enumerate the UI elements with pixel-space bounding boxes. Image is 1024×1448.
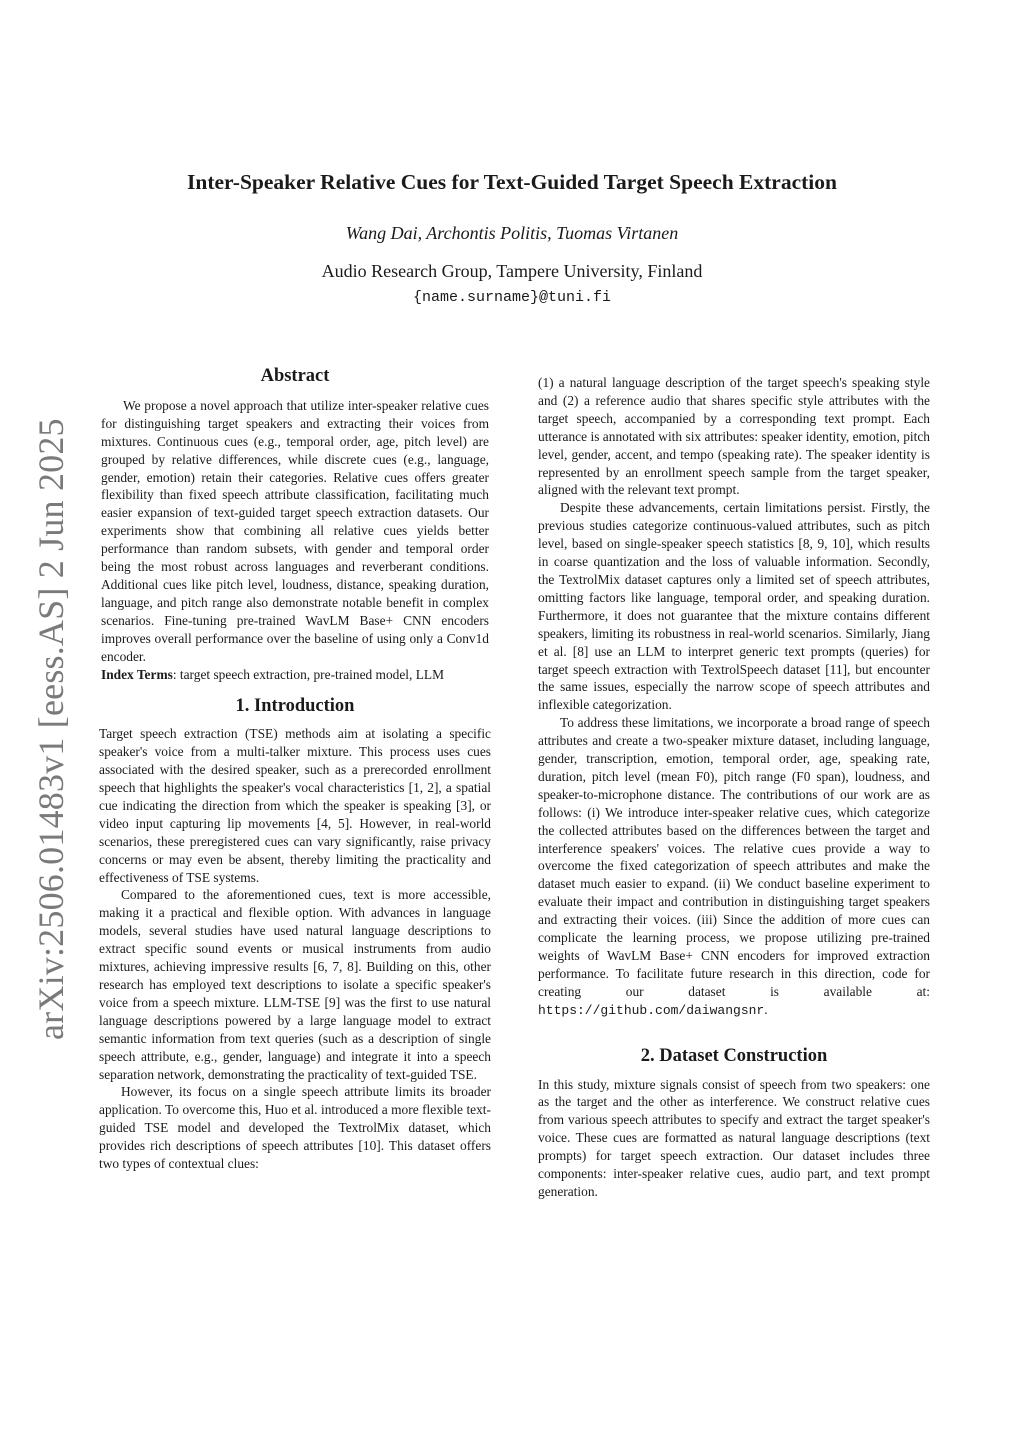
intro-paragraph-5: Despite these advancements, certain limitations persist. Firstly, the previous studies categorize continuous-valued attributes, such as pitch level, based on single-speaker speech statistics [8, 9, 10], which results in coarse quantization and the loss of valuable information. Secondly, the TextrolMix dataset captures only a limited set of speech attributes, omitting factors like language, temporal order, and speaking duration. Furthermore, it does not guarantee that the mixture contains different speakers, limiting its robustness in real-world scenarios. Similarly, Jiang et al. [8] use an LLM to interpret generic text prompts (queries) for target speech extraction with TextrolSpeech dataset [11], but encounter the same issues, especially the narrow scope of speech attributes and inflexible categorization. [538,500,930,713]
arxiv-side-label: arXiv:2506.01483v1 [eess.AS] 2 Jun 2025 [31,418,71,1040]
dataset-heading: 2. Dataset Construction [640,1045,828,1066]
github-link[interactable]: https://github.com/daiwangsnr [538,1002,765,1018]
index-terms [101,666,489,684]
paper-title: Inter-Speaker Relative Cues for Text-Guided Target Speech Extraction [187,170,837,194]
index-terms-text: : target speech extraction, pre-trained model, LLM [172,666,444,682]
abstract-text: We propose a novel approach that utilize inter-speaker relative cues for distinguishing target speakers and extracting their voices from mixtures. Continuous cues (e.g., temporal order, age, pitch level) are grouped by relative differences, while discrete cues (e.g., language, gender, emotion) retain their categories. Relative cues offers greater flexibility than fixed speech attribute classification, facilitating much easier expansion of text-guided target speech extraction datasets. Our experiments show that combining all relative cues yields better performance than random subsets, with gender and temporal order being the most robust across languages and reverberant conditions. Additional cues like pitch level, loudness, distance, speaking duration, language, and pitch range also demonstrate notable benefit in complex scenarios. Fine-tuning pre-trained WavLM Base+ CNN encoders improves overall performance over the baseline of using only a Conv1d encoder. [101,397,489,664]
left-column [99,368,491,1173]
intro-paragraph-1: Target speech extraction (TSE) methods aim at isolating a specific speaker's voice from a multi-talker mixture. This process uses cues associated with the desired speaker, such as a prerecorded enrollment speech that highlights the speaker's vocal characteristics [1, 2], a spatial cue indicating the direction from which the speaker is speaking [3], or video input capturing lip movements [4, 5]. However, in real-world scenarios, these preregistered cues can vary significantly, raise privacy concerns or may even be absent, thereby limiting the practicality and effectiveness of TSE systems. [99,726,491,885]
right-column [538,374,930,1201]
intro-heading: 1. Introduction [235,696,355,717]
period: . [764,1001,768,1017]
paper-affiliation: Audio Research Group, Tampere University, Finland [321,261,703,281]
abstract-heading: Abstract [260,366,330,386]
index-terms-label: Index Terms [101,666,173,682]
intro-paragraph-3: However, its focus on a single speech attribute limits its broader application. To overcome this, Huo et al. introduced a more flexible text-guided TSE model and developed the TextrolMix dataset, which provides rich descriptions of speech attributes [10]. This dataset offers two types of contextual clues: [99,1084,491,1172]
abstract-block [99,397,491,684]
paper-authors: Wang Dai, Archontis Politis, Tuomas Virtanen [345,223,679,243]
dataset-paragraph-1: In this study, mixture signals consist of speech from two speakers: one as the target and the other as interference. We construct relative cues from various speech attributes to specify and extract the target speaker's voice. These cues are formatted as natural language descriptions (text prompts) for target speech extraction. Our dataset includes three components: inter-speaker relative cues, audio part, and text prompt generation. [538,1076,930,1199]
intro-paragraph-2: Compared to the aforementioned cues, text is more accessible, making it a practical and flexible option. With advances in language models, several studies have used natural language descriptions to extract specific sound events or musical instruments from audio mixtures, achieving impressive results [6, 7, 8]. Building on this, other research has employed text descriptions to isolate a specific speaker's voice from a speech mixture. LLM-TSE [9] was the first to use natural language descriptions powered by a large language model to extract semantic information from text queries (such as a description of single speech attribute, e.g., gender, language) and integrate it into a speech separation network, demonstrating the practicality of text-guided TSE. [99,887,491,1082]
intro-paragraph-6-text: To address these limitations, we incorporate a broad range of speech attributes and create a two-speaker mixture dataset, including language, gender, transcription, emotion, temporal order, age, speaking rate, duration, pitch level (mean F0), pitch range (F0 span), loudness, and speaker-to-microphone distance. The contributions of our work are as follows: (i) We introduce inter-speaker relative cues, which categorize the collected attributes based on the differences between the target and interference speakers' voices. The relative cues provide a way to overcome the fixed categorization of speech attributes and make the dataset much easier to expand. (ii) We conduct baseline experiment to evaluate their impact and contribution in distinguishing target speakers and extracting their voices. (iii) Since the addition of more cues can complicate the learning process, we propose utilizing pre-trained weights of WavLM Base+ CNN encoders for improved extraction performance. To facilitate future research in this direction, code for creating our dataset is available at: [538,715,930,999]
intro-paragraph-6 [538,714,930,1019]
intro-paragraph-4: (1) a natural language description of the target speech's speaking style and (2) a reference audio that shares specific style attributes with the target speech, accompanied by a corresponding text prompt. Each utterance is annotated with six attributes: speaker identity, emotion, pitch level, gender, accent, and tempo (speaking rate). The speaker identity is represented by an enrollment speech sample from the target speaker, aligned with the relevant text prompt. [538,375,930,498]
paper-email: {name.surname}@tuni.fi [412,289,612,306]
